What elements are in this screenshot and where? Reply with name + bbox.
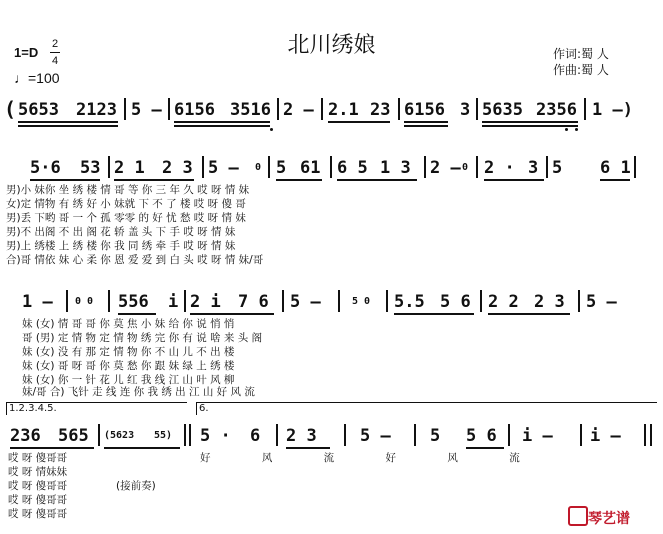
beam-line [104, 447, 180, 449]
beam-line [30, 179, 100, 181]
page-title: 北川绣娘 [287, 33, 376, 58]
barline [344, 424, 346, 446]
beam-line [18, 121, 118, 123]
melody-note: 5 [552, 158, 563, 178]
melody-note: 7 6 [238, 292, 269, 312]
melody-note: 5 · [200, 426, 231, 446]
beam-line [18, 125, 118, 127]
barline [276, 424, 278, 446]
beam-line [10, 447, 94, 449]
composer-credit: 作曲:蜀 人 [553, 63, 609, 77]
intro-note-1: 2123 [76, 100, 117, 120]
lyric-line: 合)哥 情依 妹 心 柔 你 恩 爱 爱 到 白 头 哎 呀 情 妹/哥 [6, 254, 264, 266]
melody-note: 61 [300, 158, 321, 178]
beam-line [286, 447, 330, 449]
melody-note: 6 [250, 426, 261, 446]
intro-open-paren: ( [4, 97, 17, 121]
melody-note: 5.5 [394, 292, 425, 312]
beam-line [190, 313, 274, 315]
watermark-text: 琴艺谱 [588, 511, 630, 527]
barline [580, 424, 582, 446]
melody-note: 5 – [586, 292, 617, 312]
lyric-line: 哎 呀 傻哥哥 [8, 480, 68, 492]
barline [476, 98, 478, 120]
lyric-line: 男)小 妹你 坐 绣 楼 情 哥 等 你 三 年 久 哎 呀 情 妹 [6, 184, 250, 196]
lyric-line: 哎 呀 傻哥哥 [8, 508, 68, 520]
barline [321, 98, 323, 120]
key-signature: 1=D [14, 45, 39, 60]
lyric-line: 男)丢 下哟 哥 一 个 孤 零零 的 好 忧 愁 哎 呀 情 妹 [6, 212, 246, 224]
barline [277, 98, 279, 120]
beam-line [394, 313, 474, 315]
melody-note: 2 3 [534, 292, 565, 312]
intro-note-5: 2 – [283, 100, 314, 120]
beam-line [484, 179, 544, 181]
barline [398, 98, 400, 120]
beam-line [600, 179, 630, 181]
intro-note-8: 6156 [404, 100, 445, 120]
melody-note: 2 i [190, 292, 221, 312]
lyric-line: 哎 呀 傻哥哥 [8, 452, 68, 464]
melody-note: 5 [430, 426, 441, 446]
low-octave-dot [565, 128, 568, 131]
intro-note-12: 1 –) [592, 100, 633, 120]
beam-line [114, 179, 194, 181]
beam-line [466, 447, 504, 449]
melody-note: 1 3 [380, 158, 411, 178]
melody-note: 6 5 [337, 158, 368, 178]
melody-note: i – [522, 426, 553, 446]
melody-note: 5 6 [440, 292, 471, 312]
barline [424, 156, 426, 178]
lyric-line: 好 风 流 好 风 流 [200, 452, 520, 464]
barline [650, 424, 652, 446]
rest-note: 0 [462, 162, 469, 173]
barline [184, 290, 186, 312]
lyric-line: 妹 (女) 情 哥 哥 你 莫 焦 小 妹 给 你 说 悄 悄 [22, 318, 235, 330]
lyric-line: 妹 (女) 没 有 那 定 情 物 你 不 山 儿 不 出 楼 [22, 346, 235, 358]
rest-note: 0 0 [75, 296, 94, 307]
barline [546, 156, 548, 178]
melody-note: i [168, 292, 179, 312]
melody-note: 2 3 [286, 426, 317, 446]
melody-note: 2 2 [488, 292, 519, 312]
melody-note: 5 – [208, 158, 239, 178]
melody-note: 556 [118, 292, 149, 312]
barline [386, 290, 388, 312]
melody-note: i – [590, 426, 621, 446]
intro-note-10: 5635 [482, 100, 523, 120]
intro-note-0: 5653 [18, 100, 59, 120]
barline [338, 290, 340, 312]
barline [282, 290, 284, 312]
lyric-line: 妹 (女) 哥 呀 哥 你 莫 愁 你 跟 妹 绿 上 绣 楼 [22, 360, 235, 372]
lyricist-credit: 作词:蜀 人 [553, 47, 609, 61]
volta-label-1: 1.2.3.4.5. [9, 403, 57, 414]
volta-label-2: 6. [199, 403, 209, 414]
barline [330, 156, 332, 178]
low-octave-dot [575, 128, 578, 131]
intro-note-3: 6156 [174, 100, 215, 120]
barline [184, 424, 186, 446]
interlude-note: 55) [154, 430, 173, 441]
beam-line [174, 121, 270, 123]
beam-line [337, 179, 417, 181]
intro-note-4: 3516 [230, 100, 271, 120]
lyric-line: 妹 (女) 你 一 针 花 儿 红 我 线 江 山 叶 风 柳 [22, 374, 235, 386]
time-signature-top: 2 [52, 38, 59, 50]
beam-line [174, 125, 270, 127]
barline [584, 98, 586, 120]
barline [644, 424, 646, 446]
intro-note-9: 3 [460, 100, 471, 120]
melody-note: 6 1 [600, 158, 631, 178]
interlude-marking: (接前奏) [116, 480, 156, 492]
melody-note: 5·6 [30, 158, 61, 178]
melody-note: 53 [80, 158, 101, 178]
barline [508, 424, 510, 446]
barline [414, 424, 416, 446]
barline [168, 98, 170, 120]
melody-note: 2 1 [114, 158, 145, 178]
rest-note: 0 [255, 162, 262, 173]
barline [268, 156, 270, 178]
melody-note: 565 [58, 426, 89, 446]
interlude-note: (5623 [104, 430, 135, 441]
lyric-line: 男)不 出阁 不 出 阁 花 轿 盖 头 下 手 哎 呀 情 妹 [6, 226, 236, 238]
beam-line [276, 179, 322, 181]
melody-note: 1 – [22, 292, 53, 312]
lyric-line: 哎 呀 傻哥哥 [8, 494, 68, 506]
melody-note: 5 – [290, 292, 321, 312]
melody-note: 5 [276, 158, 287, 178]
volta-bracket-2 [196, 402, 657, 415]
barline [66, 290, 68, 312]
barline [108, 156, 110, 178]
melody-note: 5 6 [466, 426, 497, 446]
barline [476, 156, 478, 178]
melody-note: 2 – [430, 158, 461, 178]
beam-line [482, 125, 578, 127]
watermark-icon [568, 506, 588, 526]
time-signature-line [50, 52, 60, 53]
beam-line [482, 121, 578, 123]
time-signature-bottom: 4 [52, 55, 59, 67]
lyric-line: 哥 (男) 定 情 物 定 情 物 绣 完 你 有 说 啥 来 头 阁 [22, 332, 263, 344]
beam-line [118, 313, 156, 315]
tempo-marking: ♩=100 [14, 70, 60, 86]
beam-line [488, 313, 570, 315]
melody-note: 5 – [360, 426, 391, 446]
beam-line [404, 121, 448, 123]
melody-note: 2 · [484, 158, 515, 178]
intro-note-2: 5 – [131, 100, 162, 120]
barline [202, 156, 204, 178]
barline [189, 424, 191, 446]
barline [108, 290, 110, 312]
intro-note-11: 2356 [536, 100, 577, 120]
barline [124, 98, 126, 120]
melody-note: 2 3 [162, 158, 193, 178]
intro-note-7: 23 [370, 100, 391, 120]
barline [98, 424, 100, 446]
beam-line [404, 125, 448, 127]
barline [578, 290, 580, 312]
lyric-line: 哎 呀 情妹妹 [8, 466, 68, 478]
barline [480, 290, 482, 312]
intro-note-6: 2.1 [328, 100, 359, 120]
rest-note: 5 0 [352, 296, 371, 307]
barline [634, 156, 636, 178]
beam-line [328, 121, 390, 123]
lyric-line: 女)定 情物 有 绣 好 小 妹就 下 不 了 楼 哎 呀 傻 哥 [6, 198, 246, 210]
low-octave-dot [270, 128, 273, 131]
melody-note: 236 [10, 426, 41, 446]
lyric-line: 男)上 绣楼 上 绣 楼 你 我 同 绣 牵 手 哎 呀 情 妹 [6, 240, 236, 252]
lyric-line: 妹/哥 合) 飞针 走 线 连 你 我 绣 出 江 山 好 风 流 [22, 386, 255, 398]
melody-note: 3 [528, 158, 539, 178]
